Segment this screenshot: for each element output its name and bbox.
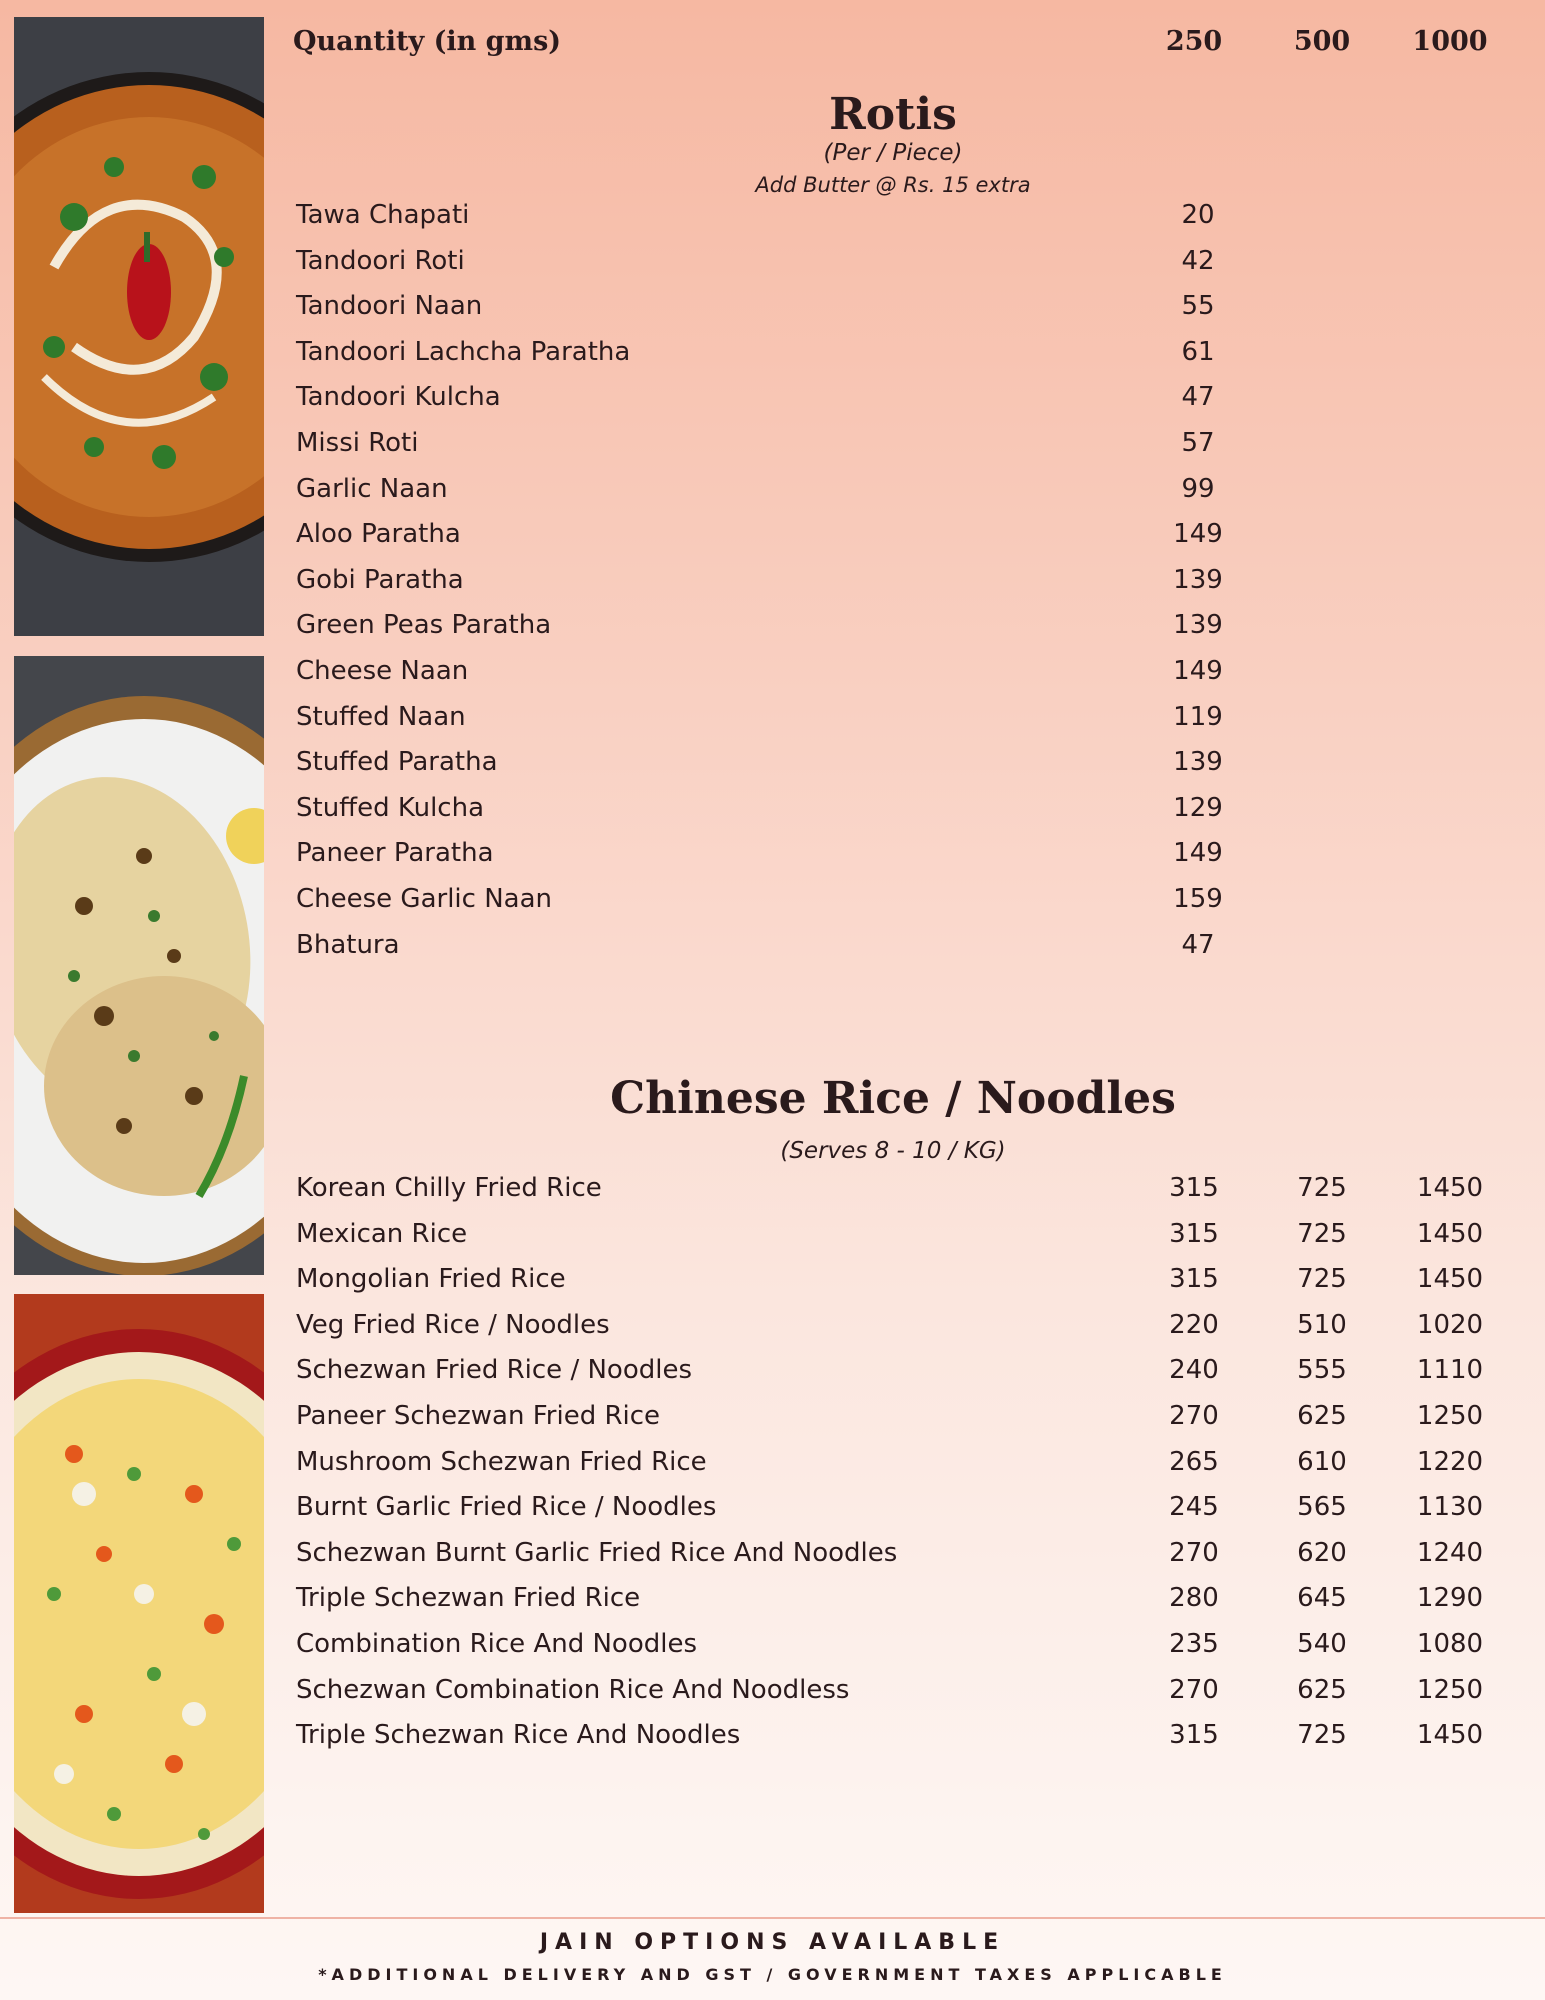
menu-row xyxy=(296,1485,1496,1531)
footer-divider xyxy=(0,1917,1545,1919)
price-1000: 1450 xyxy=(1416,1173,1484,1203)
item-price: 47 xyxy=(1181,382,1215,413)
item-name: Stuffed Paratha xyxy=(296,747,498,778)
price-500: 725 xyxy=(1297,1720,1347,1751)
item-name: Paneer Paratha xyxy=(296,838,494,869)
item-name: Veg Fried Rice / Noodles xyxy=(296,1309,610,1340)
item-name: Tandoori Naan xyxy=(296,291,483,322)
item-price: 149 xyxy=(1173,838,1223,869)
item-price: 149 xyxy=(1173,519,1223,550)
price-1000: 1220 xyxy=(1416,1446,1484,1477)
price-250: 220 xyxy=(1169,1309,1219,1340)
item-price: 139 xyxy=(1173,610,1223,641)
price-1000: 1450 xyxy=(1416,1218,1484,1249)
menu-row xyxy=(296,1394,1496,1440)
menu-row xyxy=(296,603,1496,649)
price-250: 265 xyxy=(1169,1446,1219,1477)
price-250: 315 xyxy=(1169,1264,1219,1295)
chinese-list xyxy=(296,1166,1496,1759)
menu-row xyxy=(296,1257,1496,1303)
item-price: 129 xyxy=(1173,792,1223,823)
rotis-note: Add Butter @ Rs. 15 extra xyxy=(755,173,1031,197)
menu-row xyxy=(296,740,1496,786)
price-250: 315 xyxy=(1169,1173,1219,1203)
price-1000: 1110 xyxy=(1416,1355,1484,1386)
price-500: 565 xyxy=(1297,1492,1347,1523)
menu-row xyxy=(296,375,1496,421)
price-1000: 1240 xyxy=(1416,1537,1484,1568)
menu-row xyxy=(296,649,1496,695)
price-250: 270 xyxy=(1169,1674,1219,1705)
price-250: 240 xyxy=(1169,1355,1219,1386)
menu-row xyxy=(296,695,1496,741)
price-250: 315 xyxy=(1169,1218,1219,1249)
menu-row xyxy=(296,1622,1496,1668)
menu-row xyxy=(296,284,1496,330)
item-price: 119 xyxy=(1173,701,1223,732)
qty-250-header: 250 xyxy=(1165,26,1223,57)
item-name: Triple Schezwan Rice And Noodles xyxy=(296,1720,741,1751)
item-name: Tawa Chapati xyxy=(296,200,470,230)
chinese-title: Chinese Rice / Noodles xyxy=(610,1073,1176,1124)
item-name: Combination Rice And Noodles xyxy=(296,1628,698,1659)
rotis-title: Rotis xyxy=(829,89,957,140)
item-price: 149 xyxy=(1173,655,1223,686)
rotis-subtitle: (Per / Piece) xyxy=(823,140,963,166)
item-name: Mexican Rice xyxy=(296,1218,468,1249)
item-name: Mushroom Schezwan Fried Rice xyxy=(296,1446,707,1477)
menu-row xyxy=(296,1713,1496,1759)
item-name: Burnt Garlic Fried Rice / Noodles xyxy=(296,1492,717,1523)
qty-500-header: 500 xyxy=(1293,26,1351,57)
item-price: 159 xyxy=(1173,883,1223,914)
item-price: 61 xyxy=(1181,336,1215,367)
item-price: 55 xyxy=(1181,291,1215,322)
item-name: Tandoori Roti xyxy=(296,245,465,276)
menu-row xyxy=(296,1166,1496,1212)
item-price: 20 xyxy=(1181,200,1215,230)
price-500: 510 xyxy=(1297,1309,1347,1340)
item-name: Aloo Paratha xyxy=(296,519,461,550)
menu-row xyxy=(296,1531,1496,1577)
price-1000: 1450 xyxy=(1416,1264,1484,1295)
price-500: 625 xyxy=(1297,1400,1347,1431)
menu-row xyxy=(296,421,1496,467)
price-500: 555 xyxy=(1297,1355,1347,1386)
price-1000: 1080 xyxy=(1416,1628,1484,1659)
item-name: Triple Schezwan Fried Rice xyxy=(296,1583,641,1614)
price-500: 540 xyxy=(1297,1628,1347,1659)
jain-options-note: JAIN OPTIONS AVAILABLE xyxy=(539,1930,1006,1955)
item-name: Stuffed Kulcha xyxy=(296,792,485,823)
price-500: 725 xyxy=(1297,1264,1347,1295)
item-name: Missi Roti xyxy=(296,427,419,458)
item-name: Schezwan Combination Rice And Noodless xyxy=(296,1674,850,1705)
price-500: 620 xyxy=(1297,1537,1347,1568)
item-name: Schezwan Burnt Garlic Fried Rice And Noodles xyxy=(296,1537,898,1568)
menu-row xyxy=(296,1440,1496,1486)
item-price: 139 xyxy=(1173,747,1223,778)
naan-photo xyxy=(14,656,264,1275)
item-price: 139 xyxy=(1173,564,1223,595)
menu-row xyxy=(296,786,1496,832)
item-price: 99 xyxy=(1181,473,1215,504)
item-name: Green Peas Paratha xyxy=(296,610,552,641)
menu-row xyxy=(296,330,1496,376)
item-name: Stuffed Naan xyxy=(296,701,466,732)
price-500: 725 xyxy=(1297,1218,1347,1249)
menu-row xyxy=(296,1668,1496,1714)
menu-row xyxy=(296,512,1496,558)
menu-row xyxy=(296,831,1496,877)
price-250: 235 xyxy=(1169,1628,1219,1659)
item-name: Mongolian Fried Rice xyxy=(296,1264,566,1295)
item-name: Garlic Naan xyxy=(296,473,448,504)
quantity-header: Quantity (in gms) xyxy=(293,26,562,57)
rotis-list xyxy=(296,193,1496,968)
item-name: Schezwan Fried Rice / Noodles xyxy=(296,1355,693,1386)
menu-row xyxy=(296,1212,1496,1258)
price-250: 315 xyxy=(1169,1720,1219,1751)
price-1000: 1290 xyxy=(1416,1583,1484,1614)
chinese-subtitle: (Serves 8 - 10 / KG) xyxy=(780,1138,1006,1164)
price-500: 725 xyxy=(1297,1173,1347,1203)
price-250: 245 xyxy=(1169,1492,1219,1523)
menu-row xyxy=(296,1576,1496,1622)
item-price: 47 xyxy=(1181,929,1215,960)
price-250: 280 xyxy=(1169,1583,1219,1614)
price-500: 625 xyxy=(1297,1674,1347,1705)
menu-row xyxy=(296,467,1496,513)
price-500: 610 xyxy=(1297,1446,1347,1477)
price-1000: 1250 xyxy=(1416,1674,1484,1705)
menu-row xyxy=(296,877,1496,923)
menu-row xyxy=(296,239,1496,285)
menu-row xyxy=(296,923,1496,969)
qty-1000-header: 1000 xyxy=(1412,26,1488,57)
item-name: Bhatura xyxy=(296,929,400,960)
item-name: Gobi Paratha xyxy=(296,564,464,595)
rice-photo xyxy=(14,1294,264,1913)
menu-row xyxy=(296,193,1496,239)
price-500: 645 xyxy=(1297,1583,1347,1614)
taxes-note: *ADDITIONAL DELIVERY AND GST / GOVERNMENT TAXES APPLICABLE xyxy=(318,1965,1227,1984)
price-1000: 1450 xyxy=(1416,1720,1484,1751)
item-name: Paneer Schezwan Fried Rice xyxy=(296,1400,661,1431)
menu-row xyxy=(296,1303,1496,1349)
item-name: Tandoori Kulcha xyxy=(296,382,501,413)
price-250: 270 xyxy=(1169,1400,1219,1431)
item-name: Tandoori Lachcha Paratha xyxy=(296,336,631,367)
price-1000: 1020 xyxy=(1416,1309,1484,1340)
item-price: 42 xyxy=(1181,245,1215,276)
item-name: Cheese Garlic Naan xyxy=(296,883,553,914)
price-1000: 1130 xyxy=(1416,1492,1484,1523)
menu-row xyxy=(296,1348,1496,1394)
price-1000: 1250 xyxy=(1416,1400,1484,1431)
item-name: Cheese Naan xyxy=(296,655,469,686)
price-250: 270 xyxy=(1169,1537,1219,1568)
item-price: 57 xyxy=(1181,427,1215,458)
curry-photo xyxy=(14,17,264,636)
menu-row xyxy=(296,558,1496,604)
item-name: Korean Chilly Fried Rice xyxy=(296,1173,602,1203)
